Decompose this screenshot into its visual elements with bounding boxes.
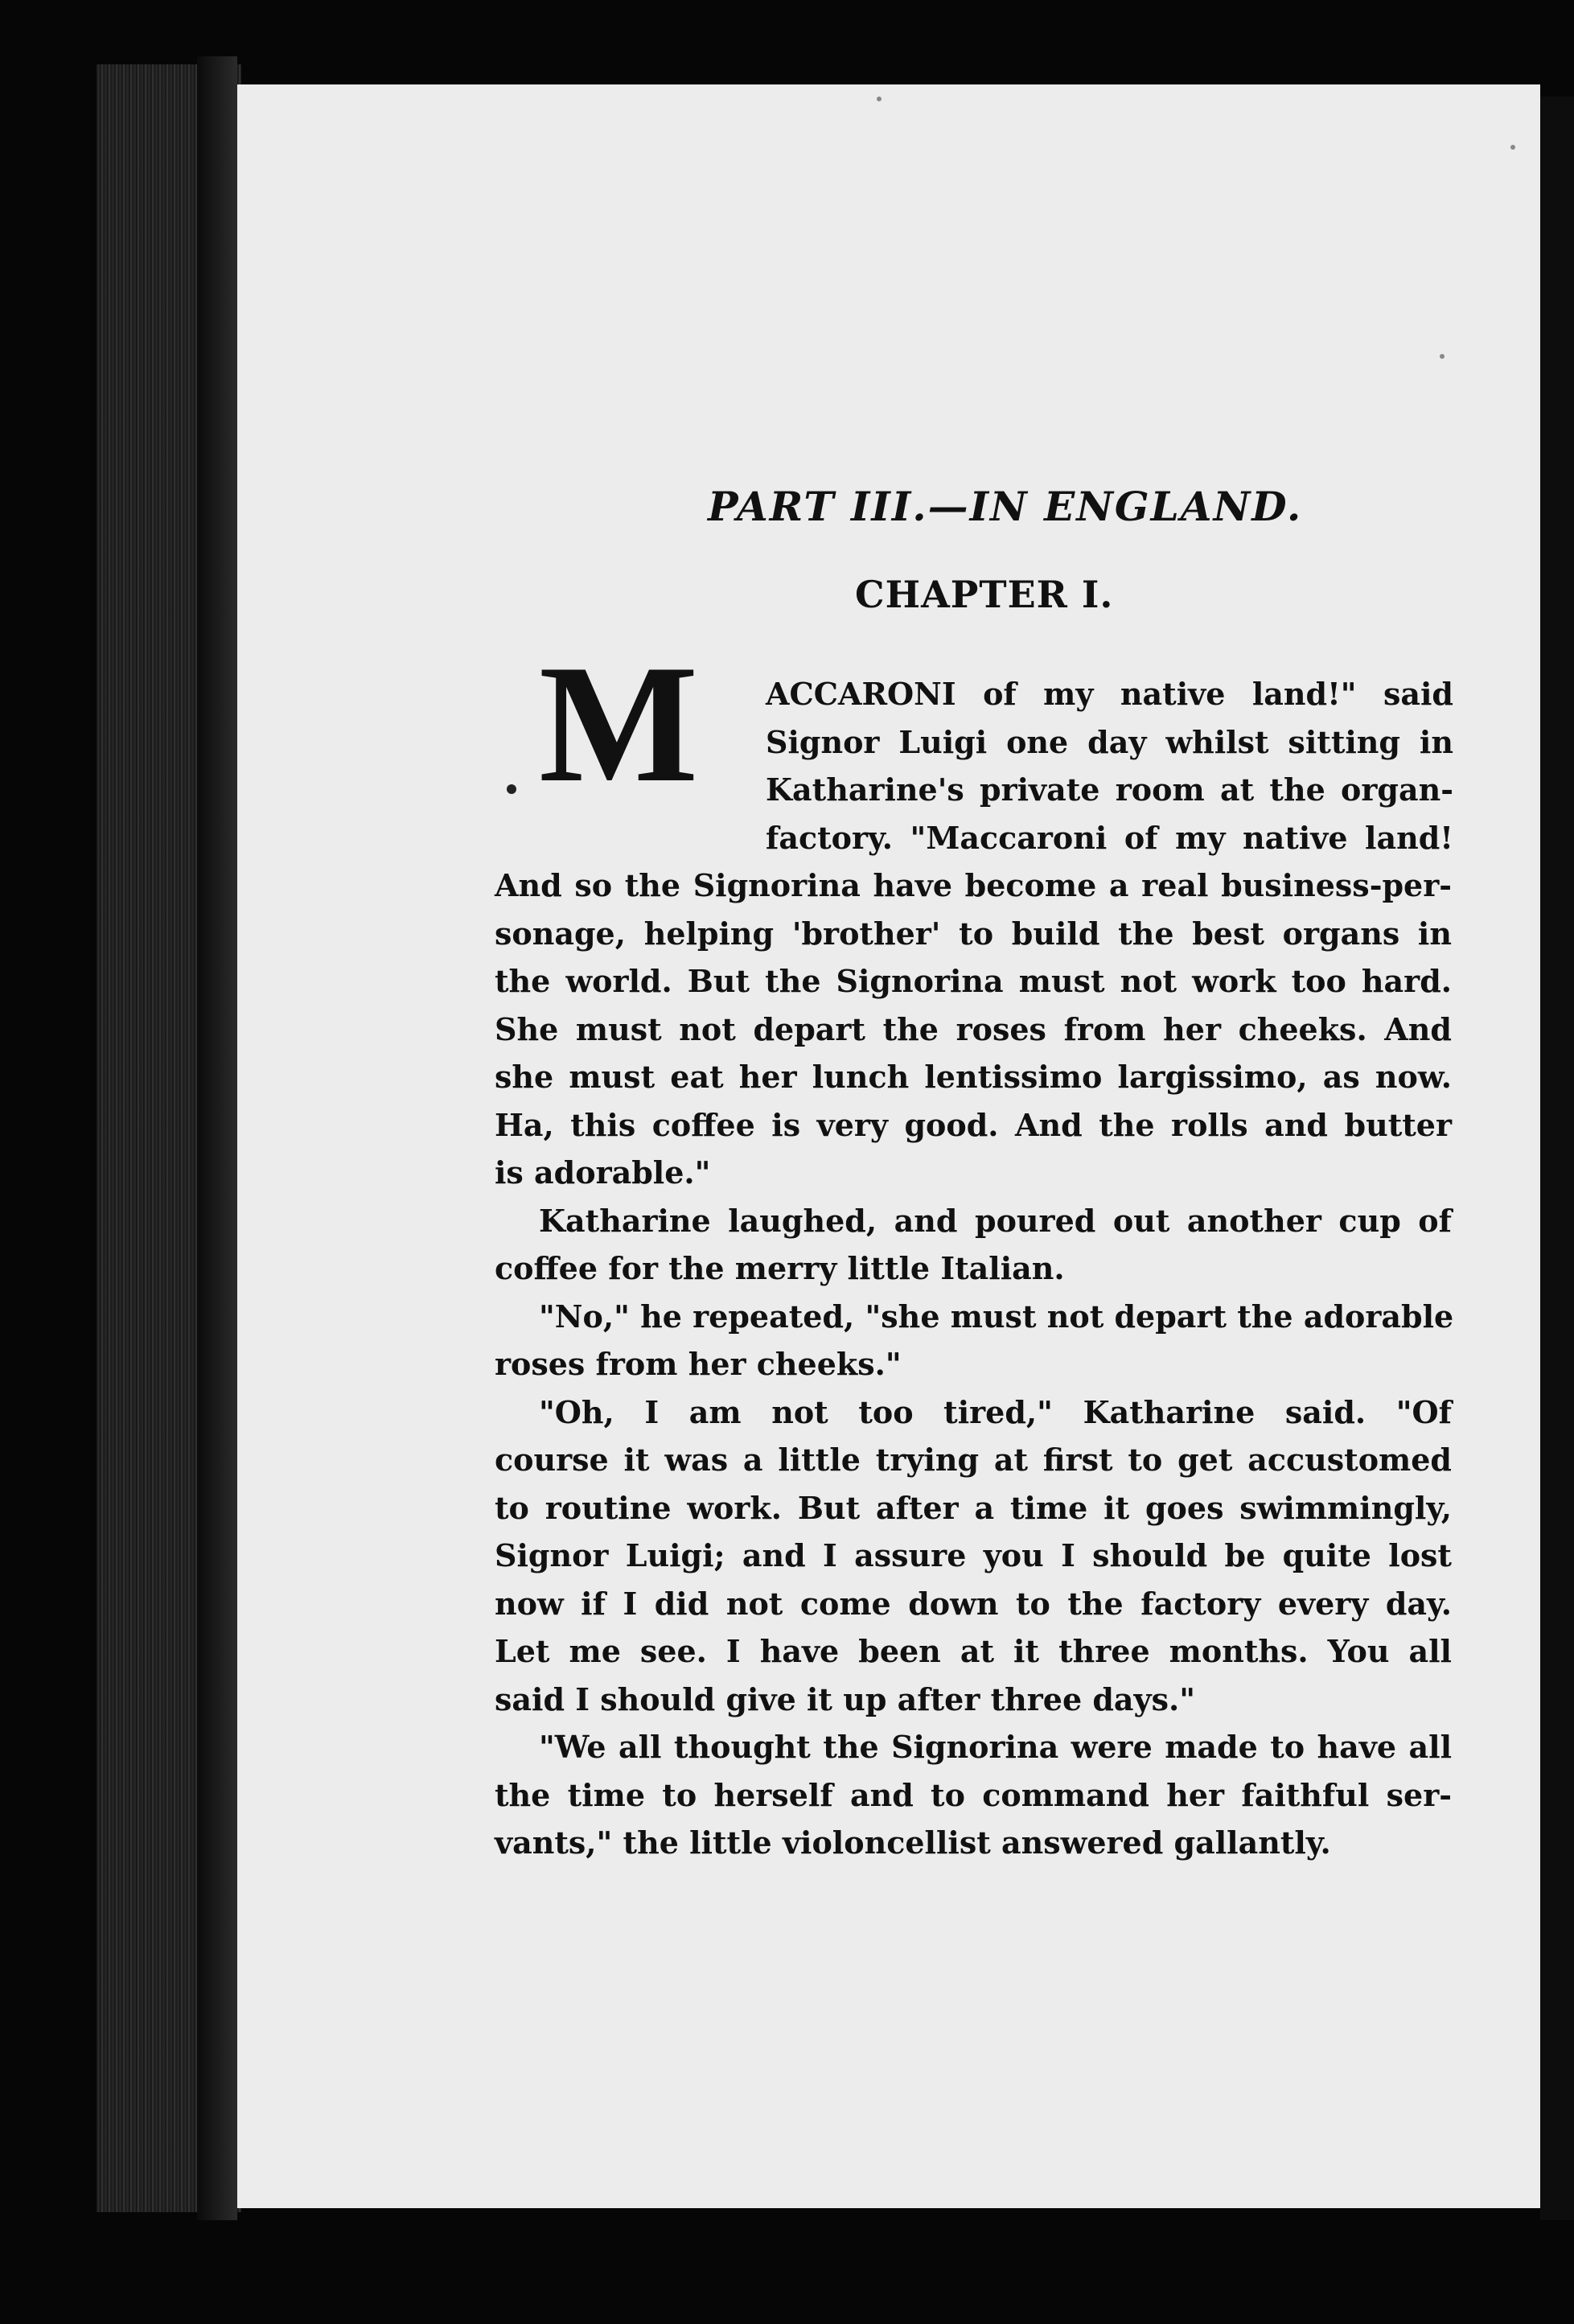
- text-line: roses from her cheeks.": [495, 1346, 902, 1382]
- part-heading: PART III.—IN ENGLAND.: [708, 483, 1303, 530]
- right-border: [1540, 97, 1574, 2220]
- text-line: is adorable.": [495, 1154, 711, 1191]
- text-line: the time to herself and to command her faithful ser-: [495, 1776, 1452, 1813]
- text-line: factory. "Maccaroni of my native land!: [766, 819, 1453, 856]
- text-line: now if I did not come down to the factory every day.: [495, 1585, 1452, 1622]
- text-line: Ha, this coffee is very good. And the rolls and butter: [495, 1106, 1452, 1143]
- text-line: said I should give it up after three days.": [495, 1680, 1196, 1717]
- text-line: Katharine's private room at the organ-: [766, 771, 1453, 808]
- text-line: sonage, helping 'brother' to build the best organs in: [495, 915, 1452, 952]
- text-line: Signor Luigi one day whilst sitting in: [766, 723, 1453, 760]
- paper-speck: [1510, 145, 1515, 150]
- paper-speck: [1440, 354, 1445, 359]
- text-line: And so the Signorina have become a real business-per-: [495, 867, 1452, 903]
- text-line: "No," he repeated, "she must not depart the adorable: [539, 1298, 1454, 1335]
- text-line: She must not depart the roses from her cheeks. And: [495, 1010, 1452, 1047]
- opening-lines: [766, 670, 1453, 862]
- text-line: to routine work. But after a time it goes swimmingly,: [495, 1489, 1452, 1526]
- drop-cap: M: [539, 631, 699, 817]
- text-line: Signor Luigi; and I assure you I should be quite lost: [495, 1537, 1452, 1573]
- text-line: vants," the little violoncellist answered gallantly.: [495, 1824, 1331, 1861]
- margin-mark: [507, 784, 516, 794]
- text-line: course it was a little trying at first to get accustomed: [495, 1442, 1452, 1478]
- text-line: "Oh, I am not too tired," Katharine said. "Of: [539, 1393, 1452, 1430]
- text-line: Let me see. I have been at it three months. You all: [495, 1633, 1452, 1669]
- text-line: the world. But the Signorina must not work too hard.: [495, 963, 1452, 999]
- chapter-heading: CHAPTER I.: [855, 573, 1114, 616]
- body-text: [495, 862, 1452, 1867]
- text-line: ACCARONI of my native land!" said: [766, 676, 1453, 712]
- text-line: she must eat her lunch lentissimo largissimo, as now.: [495, 1059, 1452, 1095]
- text-line: Katharine laughed, and poured out another cup of: [539, 1202, 1452, 1239]
- binding-shadow: [197, 56, 237, 2220]
- paper-speck: [877, 97, 882, 101]
- text-line: "We all thought the Signorina were made to have all: [539, 1729, 1452, 1765]
- text-line: coffee for the merry little Italian.: [495, 1250, 1065, 1286]
